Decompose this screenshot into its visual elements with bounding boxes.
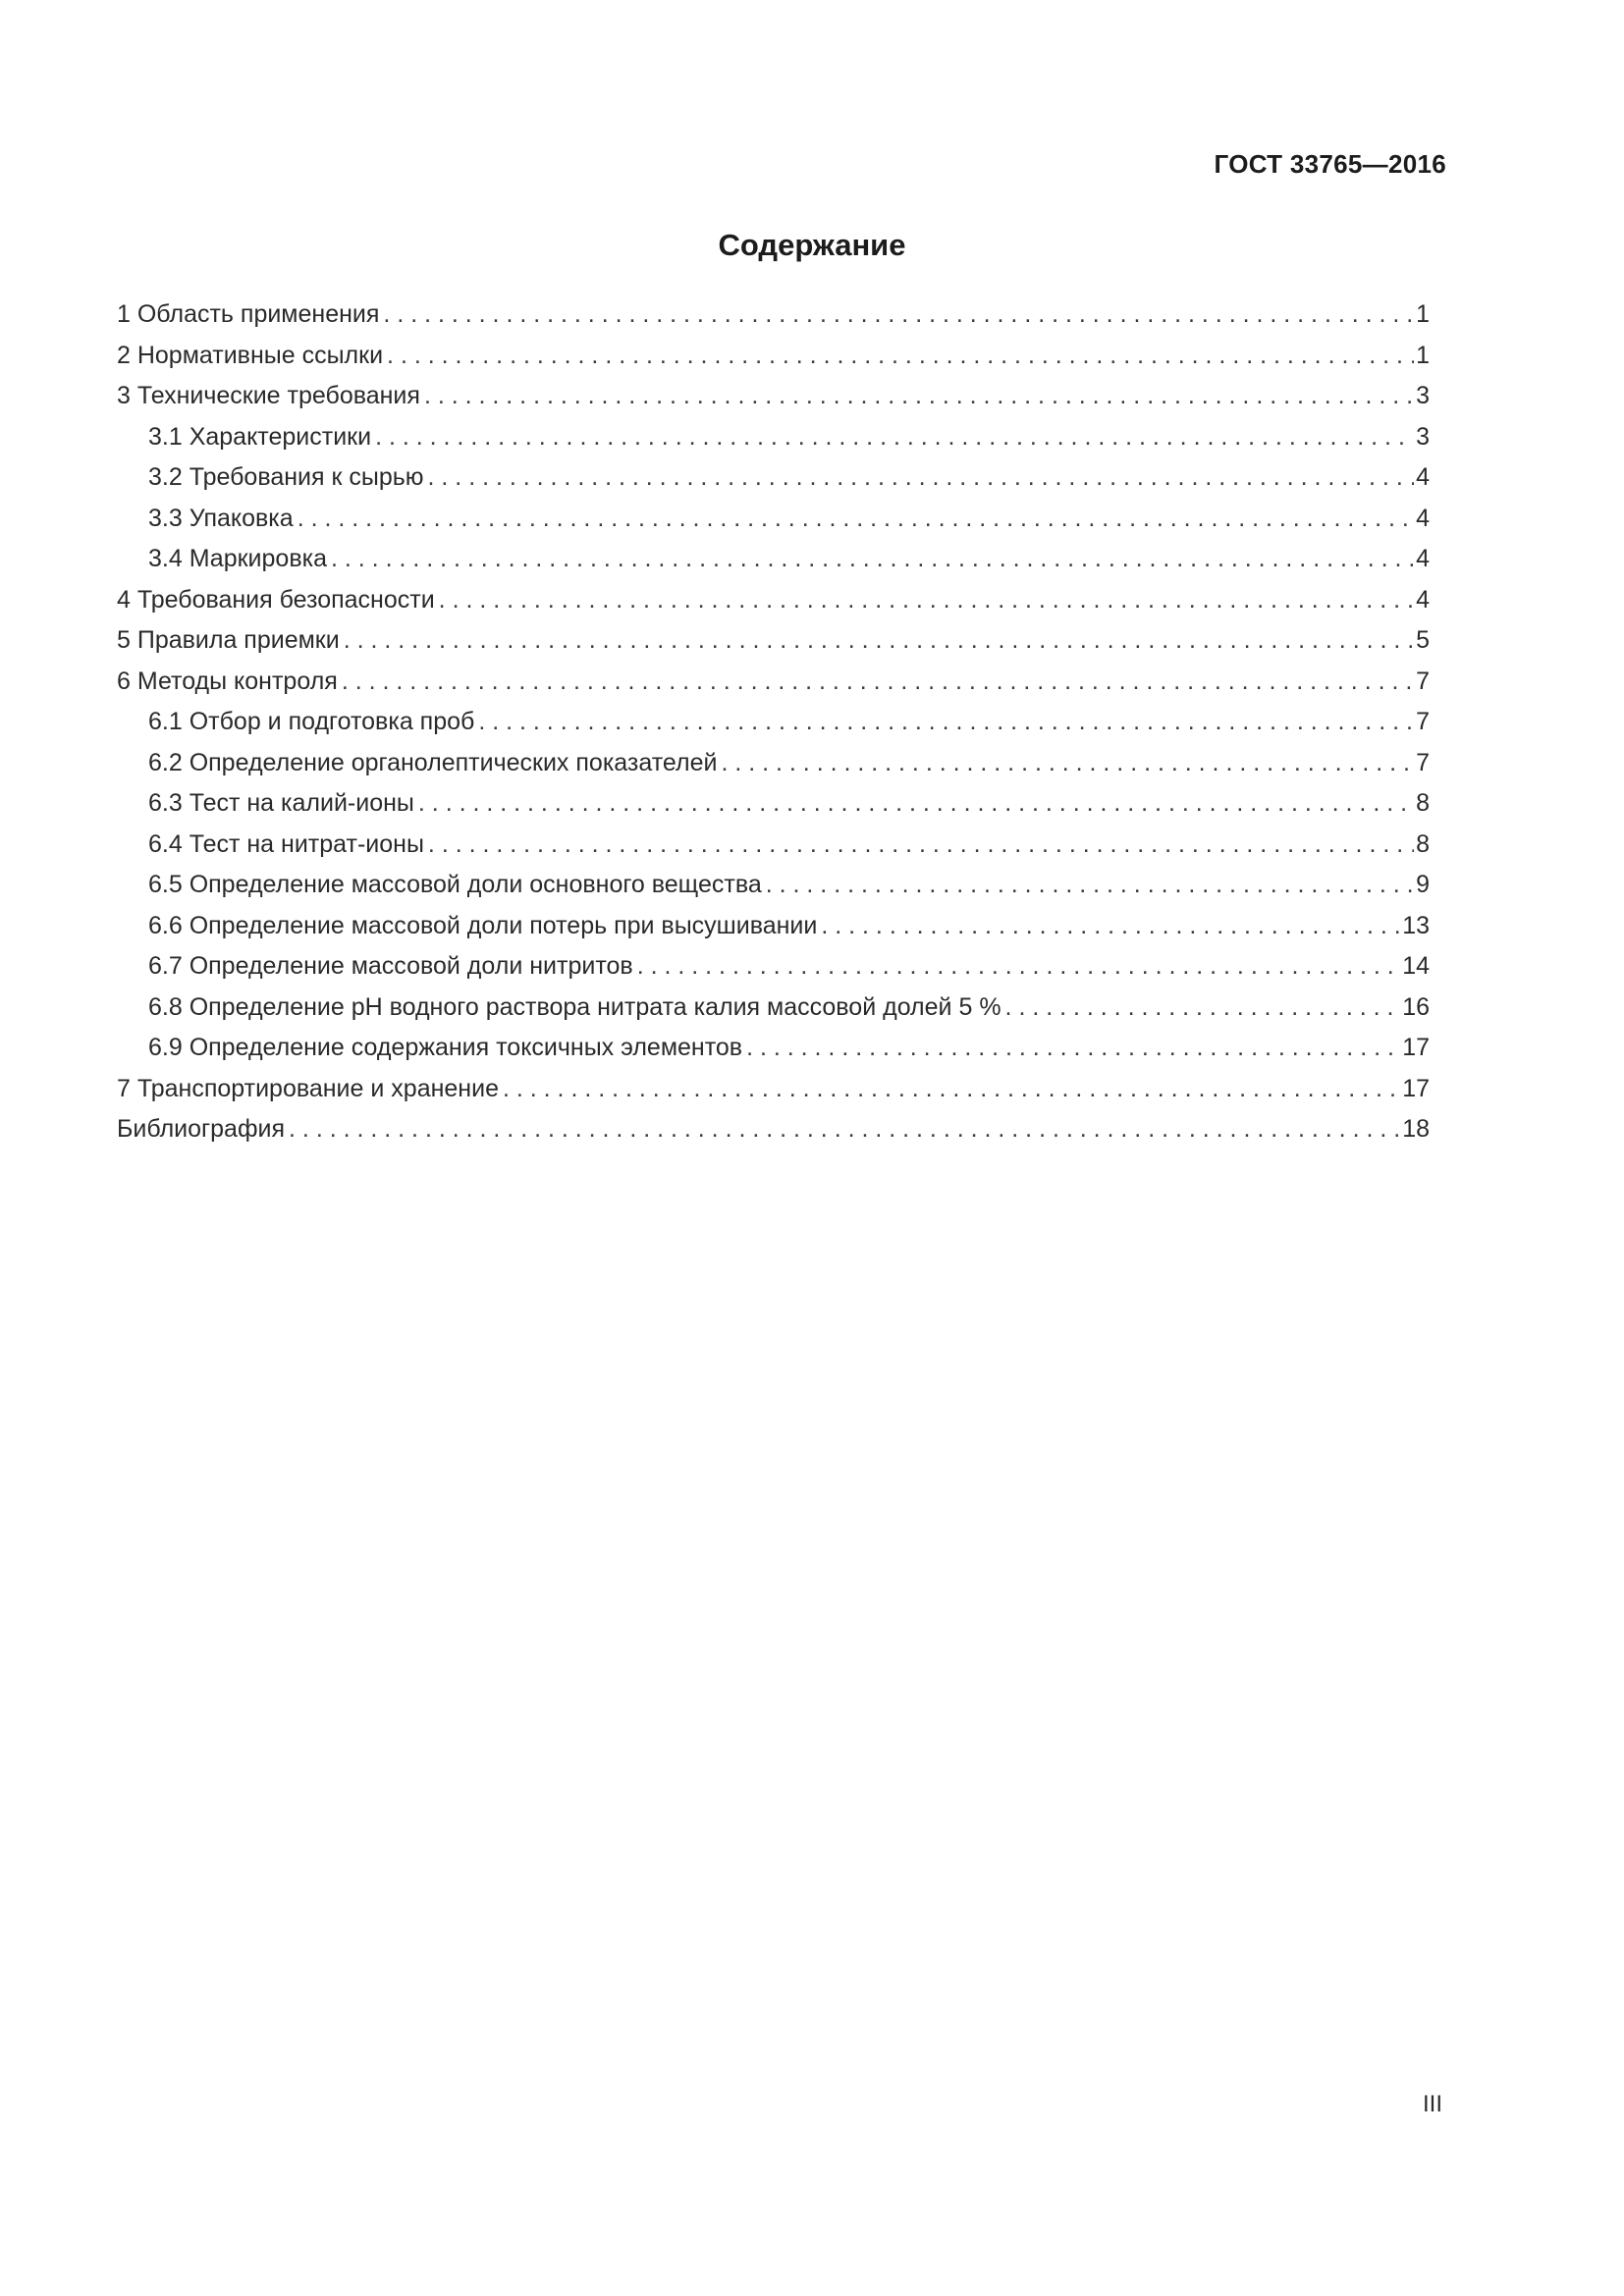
toc-entry-page: 9: [1416, 871, 1430, 898]
toc-entry-page: 17: [1402, 1074, 1430, 1102]
toc-entry[interactable]: [117, 865, 1430, 906]
toc-entry[interactable]: [117, 1028, 1430, 1069]
toc-entry[interactable]: [117, 294, 1430, 336]
toc-entry-page: 16: [1402, 992, 1430, 1021]
toc-entry-page: 3: [1416, 382, 1430, 409]
toc-entry[interactable]: [117, 662, 1430, 703]
toc-entry-page: 4: [1416, 545, 1430, 572]
toc-entry[interactable]: [117, 825, 1430, 866]
toc-entry-page: 13: [1402, 911, 1430, 939]
toc-entry-page: 14: [1402, 952, 1430, 980]
toc-entry[interactable]: [117, 620, 1430, 662]
toc-entry-label: 5 Правила приемки: [117, 626, 340, 654]
toc-entry[interactable]: [117, 336, 1430, 377]
toc-dot-leader: [424, 376, 1414, 417]
document-code: ГОСТ 33765—2016: [1214, 149, 1446, 179]
toc-entry-label: 1 Область применения: [117, 300, 380, 328]
toc-entry[interactable]: [117, 906, 1430, 947]
toc-entry-label: 3 Технические требования: [117, 382, 420, 409]
toc-entry-label: 7 Транспортирование и хранение: [117, 1074, 499, 1102]
toc-entry-page: 1: [1416, 341, 1430, 369]
toc-dot-leader: [418, 783, 1414, 825]
toc-entry[interactable]: [117, 539, 1430, 580]
toc-entry-page: 4: [1416, 504, 1430, 532]
toc-entry-label: 6.7 Определение массовой доли нитритов: [148, 952, 633, 980]
toc-entry-label: 2 Нормативные ссылки: [117, 341, 384, 369]
toc-dot-leader: [439, 580, 1414, 621]
toc-dot-leader: [637, 946, 1400, 988]
toc-entry-label: 6.4 Тест на нитрат-ионы: [148, 829, 424, 858]
toc-entry-page: 7: [1416, 748, 1430, 776]
toc-entry[interactable]: [117, 580, 1430, 621]
toc-entry-page: 4: [1416, 585, 1430, 614]
toc-dot-leader: [478, 702, 1414, 743]
toc-entry[interactable]: [117, 783, 1430, 825]
toc-dot-leader: [821, 906, 1400, 947]
toc-entry[interactable]: [117, 1069, 1430, 1110]
toc-entry-page: 5: [1416, 626, 1430, 654]
toc-entry-label: Библиография: [117, 1115, 286, 1143]
toc-dot-leader: [383, 294, 1414, 336]
toc-dot-leader: [766, 865, 1414, 906]
toc-dot-leader: [721, 743, 1414, 784]
toc-entry-label: 6.9 Определение содержания токсичных элементов: [148, 1034, 743, 1061]
toc-entry-page: 8: [1416, 789, 1430, 817]
toc-dot-leader: [1005, 988, 1401, 1029]
toc-entry-label: 4 Требования безопасности: [117, 585, 435, 614]
toc-entry-page: 3: [1416, 422, 1430, 451]
toc-entry[interactable]: [117, 417, 1430, 458]
toc-dot-leader: [746, 1028, 1400, 1069]
toc-entry-label: 6.1 Отбор и подготовка проб: [148, 708, 475, 735]
toc-dot-leader: [298, 499, 1414, 540]
toc-entry[interactable]: [117, 702, 1430, 743]
toc-dot-leader: [331, 539, 1414, 580]
toc-entry-label: 6 Методы контроля: [117, 667, 338, 695]
toc-dot-leader: [375, 417, 1414, 458]
toc-entry-label: 6.3 Тест на калий-ионы: [148, 789, 414, 817]
toc-entry-label: 3.3 Упаковка: [148, 504, 294, 532]
toc-entry-page: 7: [1416, 667, 1430, 695]
toc-entry[interactable]: [117, 499, 1430, 540]
toc-dot-leader: [342, 662, 1414, 703]
toc-dot-leader: [503, 1069, 1400, 1110]
toc-dot-leader: [428, 457, 1415, 499]
toc-entry-page: 8: [1416, 829, 1430, 858]
toc-entry[interactable]: [117, 743, 1430, 784]
toc-dot-leader: [289, 1109, 1400, 1150]
toc-entry-label: 6.8 Определение pH водного раствора нитрата калия массовой долей 5 %: [148, 992, 1001, 1021]
toc-dot-leader: [428, 825, 1414, 866]
toc-entry-label: 3.1 Характеристики: [148, 422, 372, 451]
toc-entry-label: 6.2 Определение органолептических показателей: [148, 748, 718, 776]
toc-entry-label: 3.2 Требования к сырью: [148, 463, 424, 491]
table-of-contents: [117, 294, 1430, 1150]
page-number: III: [1422, 2091, 1442, 2117]
toc-dot-leader: [387, 336, 1414, 377]
toc-entry[interactable]: [117, 376, 1430, 417]
toc-entry-label: 6.6 Определение массовой доли потерь при высушивании: [148, 911, 818, 939]
toc-entry[interactable]: [117, 946, 1430, 988]
toc-entry[interactable]: [117, 457, 1430, 499]
toc-entry[interactable]: [117, 988, 1430, 1029]
toc-entry-label: 6.5 Определение массовой доли основного вещества: [148, 871, 762, 898]
toc-entry-page: 17: [1402, 1034, 1430, 1061]
toc-entry-page: 1: [1416, 300, 1430, 328]
toc-entry-page: 7: [1416, 708, 1430, 735]
toc-entry-label: 3.4 Маркировка: [148, 545, 327, 572]
toc-entry-page: 4: [1416, 463, 1430, 491]
toc-entry-page: 18: [1402, 1115, 1430, 1143]
toc-title: Содержание: [718, 228, 906, 262]
toc-entry[interactable]: [117, 1109, 1430, 1150]
toc-dot-leader: [344, 620, 1414, 662]
